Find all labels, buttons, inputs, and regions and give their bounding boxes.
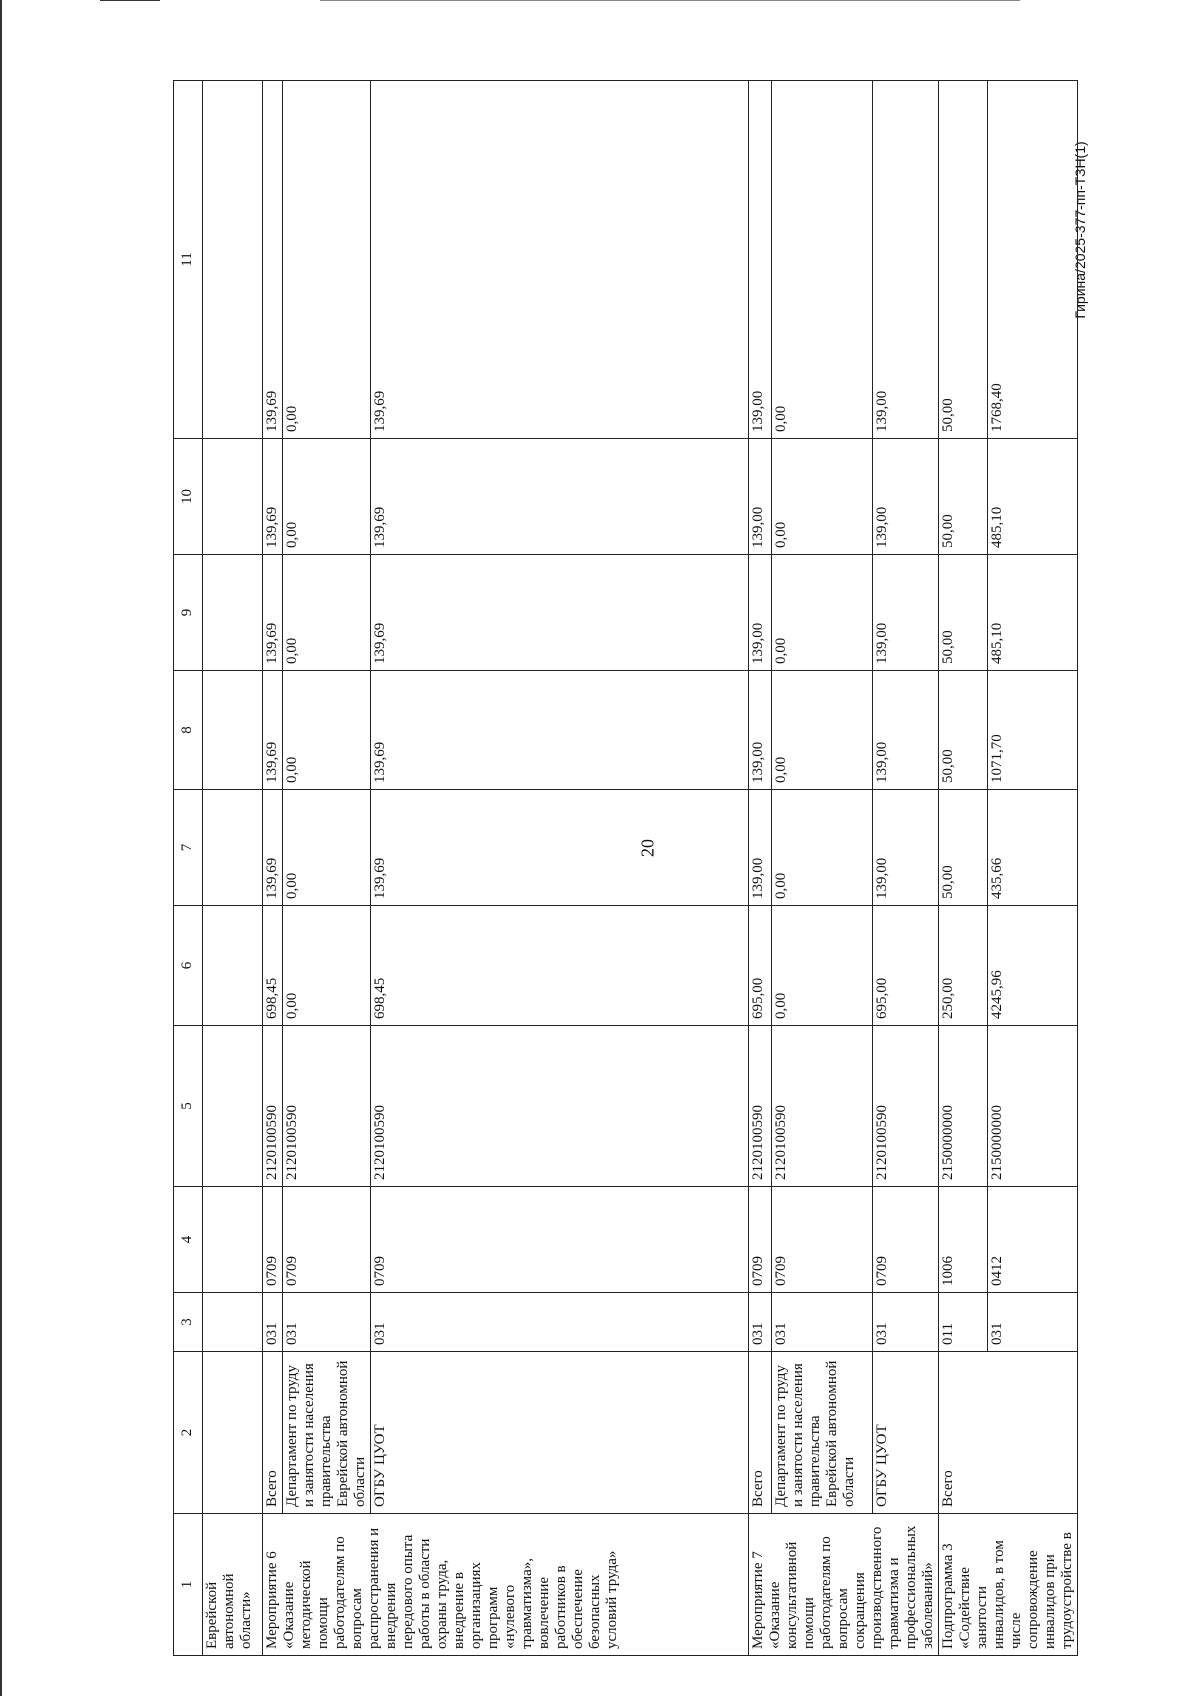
value-cell: 139,00 (873, 671, 939, 790)
value-cell: 695,00 (873, 906, 939, 1026)
value-cell: 2120100590 (749, 1026, 772, 1187)
value-cell: 50,00 (939, 81, 988, 439)
scan-edge-mark (100, 0, 160, 1)
value-cell: 031 (283, 1293, 371, 1352)
table-row (771, 81, 872, 1656)
value-cell: 139,69 (263, 671, 283, 790)
value-cell: 139,69 (263, 439, 283, 555)
value-cell: 435,66 (988, 790, 1078, 906)
value-cell: 2120100590 (371, 1026, 749, 1187)
value-cell: 139,69 (371, 439, 749, 555)
table-row (283, 81, 371, 1656)
executor-cell: ОГБУ ЦУОТ (371, 1352, 749, 1514)
value-cell: 2150000000 (988, 1026, 1078, 1187)
activity-6-name: Мероприятие 6 «Оказание методической помощи работодателям по вопросам распространения и внедрения передового опыта работы в области охраны труда, внедрение в организациях программ «нулевого травматизма», вовлечение работников в обеспечение безопасных условий труда» (263, 1514, 749, 1656)
value-cell: 031 (749, 1293, 772, 1352)
value-cell: 031 (771, 1293, 872, 1352)
value-cell: 0,00 (283, 555, 371, 671)
value-cell: 2120100590 (283, 1026, 371, 1187)
value-cell: 2150000000 (939, 1026, 988, 1187)
value-cell: 011 (939, 1293, 988, 1352)
value-cell: 0,00 (283, 671, 371, 790)
value-cell: 2120100590 (263, 1026, 283, 1187)
value-cell: 50,00 (939, 555, 988, 671)
value-cell: 0,00 (283, 81, 371, 439)
value-cell: 139,69 (371, 671, 749, 790)
scan-edge-mark (320, 0, 1020, 1)
value-cell: 139,00 (873, 790, 939, 906)
document-code: Гирина/2025-377-пп-ТЗН(1) (1072, 141, 1088, 319)
column-number: 7 (174, 790, 203, 906)
value-cell: 0412 (988, 1187, 1078, 1293)
value-cell: 139,69 (263, 81, 283, 439)
value-cell: 139,00 (749, 81, 772, 439)
value-cell: 031 (988, 1293, 1078, 1352)
value-cell: 0,00 (771, 81, 872, 439)
budget-table (173, 80, 1078, 1656)
value-cell: 485,10 (988, 555, 1078, 671)
value-cell: 0709 (749, 1187, 772, 1293)
value-cell: 50,00 (939, 790, 988, 906)
table-row (371, 81, 749, 1656)
executor-cell: Департамент по труду и занятости населения правительства Еврейской автономной области (771, 1352, 872, 1514)
column-number: 9 (174, 555, 203, 671)
value-cell: 139,00 (873, 555, 939, 671)
value-cell: 1768,40 (988, 81, 1078, 439)
table-row (203, 81, 263, 1656)
column-number: 4 (174, 1187, 203, 1293)
value-cell: 139,69 (371, 81, 749, 439)
value-cell: 139,00 (749, 671, 772, 790)
scan-edge-mark (0, 0, 2, 1696)
executor-cell: Всего (749, 1352, 772, 1514)
value-cell: 4245,96 (988, 906, 1078, 1026)
value-cell: 2120100590 (771, 1026, 872, 1187)
column-number: 5 (174, 1026, 203, 1187)
value-cell: 0,00 (283, 439, 371, 555)
value-cell: 50,00 (939, 671, 988, 790)
value-cell: 50,00 (939, 439, 988, 555)
value-cell: 139,00 (749, 439, 772, 555)
table-row (749, 81, 772, 1656)
value-cell: 139,00 (749, 555, 772, 671)
value-cell: 0,00 (771, 790, 872, 906)
value-cell: 139,69 (371, 555, 749, 671)
value-cell: 0709 (263, 1187, 283, 1293)
column-number: 8 (174, 671, 203, 790)
value-cell: 139,00 (873, 439, 939, 555)
column-number: 11 (174, 81, 203, 439)
table-row (263, 81, 283, 1656)
value-cell: 1071,70 (988, 671, 1078, 790)
column-number-row (174, 81, 203, 1656)
value-cell: 0,00 (283, 906, 371, 1026)
value-cell: 698,45 (371, 906, 749, 1026)
value-cell: 0,00 (771, 906, 872, 1026)
value-cell: 485,10 (988, 439, 1078, 555)
executor-cell: Всего (939, 1352, 1078, 1514)
value-cell: 139,69 (263, 790, 283, 906)
activity-7-name: Мероприятие 7 «Оказание консультативной помощи работодателям по вопросам сокращения производственного травматизма и профессиональных заболеваний» (749, 1514, 939, 1656)
rotated-table-container (173, 81, 1075, 1656)
executor-cell: Департамент по труду и занятости населения правительства Еврейской автономной области (283, 1352, 371, 1514)
column-number: 10 (174, 439, 203, 555)
value-cell: 2120100590 (873, 1026, 939, 1187)
value-cell: 0709 (283, 1187, 371, 1293)
value-cell: 031 (371, 1293, 749, 1352)
value-cell: 698,45 (263, 906, 283, 1026)
value-cell: 139,69 (263, 555, 283, 671)
value-cell: 0,00 (771, 555, 872, 671)
table-row (939, 81, 988, 1656)
value-cell: 0709 (873, 1187, 939, 1293)
column-number: 3 (174, 1293, 203, 1352)
value-cell: 695,00 (749, 906, 772, 1026)
page-number: 20 (637, 839, 658, 857)
value-cell: 0,00 (771, 439, 872, 555)
value-cell: 250,00 (939, 906, 988, 1026)
continuation-cell: Еврейской автономной области» (203, 1514, 263, 1656)
table-row (873, 81, 939, 1656)
column-number: 6 (174, 906, 203, 1026)
column-number: 2 (174, 1352, 203, 1514)
value-cell: 031 (873, 1293, 939, 1352)
value-cell: 0,00 (283, 790, 371, 906)
value-cell: 031 (263, 1293, 283, 1352)
value-cell: 0,00 (771, 671, 872, 790)
value-cell: 1006 (939, 1187, 988, 1293)
value-cell: 139,00 (749, 790, 772, 906)
value-cell: 139,69 (371, 790, 749, 906)
value-cell: 0709 (771, 1187, 872, 1293)
executor-cell: Всего (263, 1352, 283, 1514)
value-cell: 139,00 (873, 81, 939, 439)
value-cell: 0709 (371, 1187, 749, 1293)
executor-cell: ОГБУ ЦУОТ (873, 1352, 939, 1514)
column-number: 1 (174, 1514, 203, 1656)
subprogram-3-name: Подпрограмма 3 «Содействие занятости инвалидов, в том числе сопровождение инвалидов при трудоустройстве в (939, 1514, 1078, 1656)
